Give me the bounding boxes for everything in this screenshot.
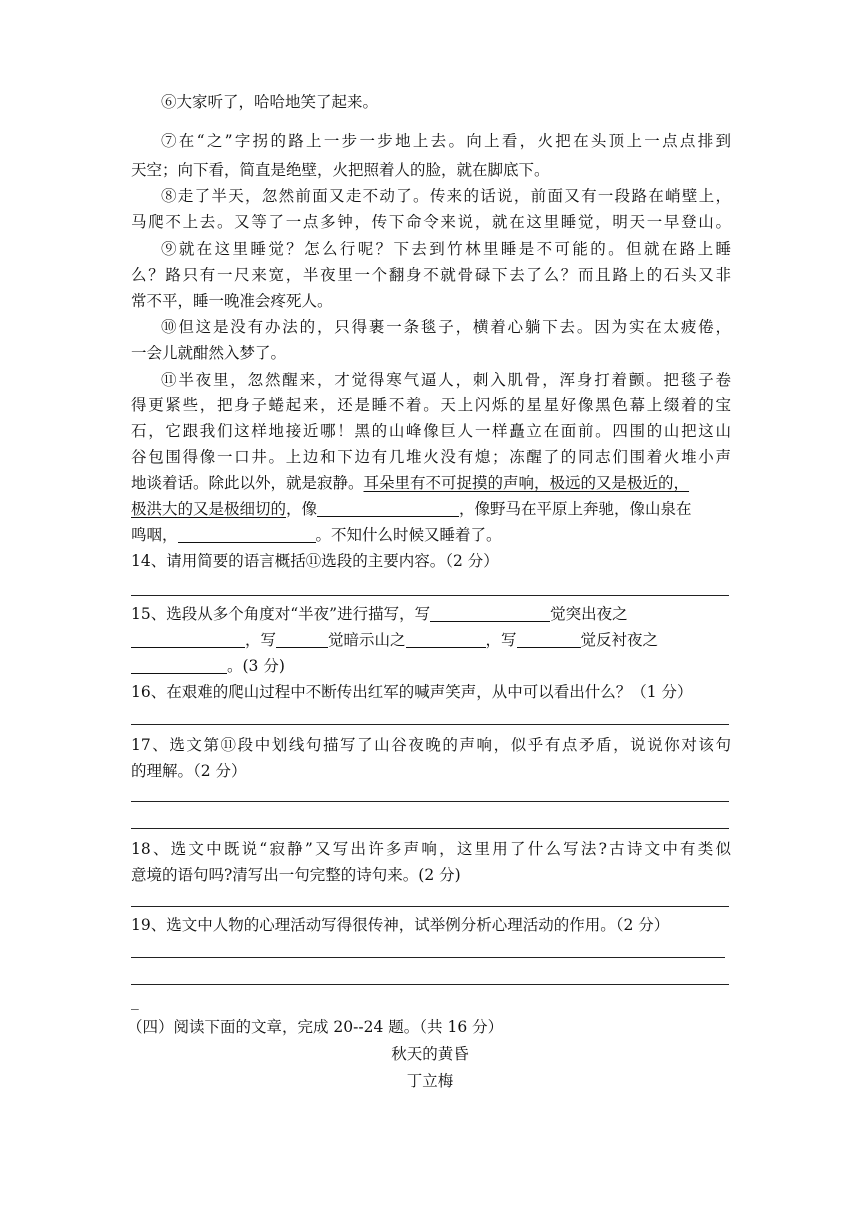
paragraph-11-line-2: 得更紧些，把身子蜷起来，还是睡不着。天上闪烁的星星好像黑色幕上缀着的宝 — [131, 396, 731, 414]
fill-blank-2[interactable] — [178, 524, 316, 543]
question-18-line-2: 意境的语句吗?清写出一句完整的诗句来。(2 分) — [131, 866, 461, 884]
question-15-text-7: 。(3 分) — [227, 657, 285, 675]
q15-blank-4[interactable] — [406, 629, 486, 648]
question-19: 19、选文中人物的心理活动写得很传神，试举例分析心理活动的作用。（2 分） — [131, 916, 670, 934]
paragraph-11-line-6-text: ，像 — [286, 500, 318, 518]
question-15-line-2 — [131, 627, 731, 653]
paragraph-11-line-6 — [131, 496, 731, 522]
underlined-sentence-part-2: 极洪大的又是极细切的 — [131, 500, 287, 518]
paragraph-10-line-2: 一会儿就酣然入梦了。 — [131, 344, 287, 362]
paragraph-11-line-4: 谷包围得像一口井。上边和下边有几堆火没有熄；冻醒了的同志们围着火堆小声 — [131, 448, 731, 466]
article-author: 丁立梅 — [406, 1072, 454, 1090]
paragraph-9-line-2: 么？路只有一尺来宽，半夜里一个翻身不就骨碌下去了么？而且路上的石头又非 — [131, 266, 731, 284]
question-16: 16、在艰难的爬山过程中不断传出红军的喊声笑声，从中可以看出什么？（1 分） — [131, 683, 693, 701]
stray-underscore: _ — [131, 992, 139, 1010]
paragraph-6: ⑥大家听了，哈哈地笑了起来。 — [161, 93, 379, 111]
underlined-sentence-part-1: 耳朵里有不可捉摸的声响，极远的又是极近的， — [363, 474, 690, 492]
question-17-line-2: 的理解。（2 分） — [131, 762, 247, 780]
paragraph-11-line-7-rest: 。不知什么时候又睡着了。 — [315, 526, 502, 544]
answer-line-19b[interactable] — [131, 984, 729, 985]
paragraph-11-line-5-text: 地谈着话。除此以外，就是寂静。 — [131, 474, 364, 492]
q15-blank-6[interactable] — [131, 655, 227, 674]
paragraph-11-line-6-rest: ，像野马在平原上奔驰，像山泉在 — [459, 500, 692, 518]
question-17-line-1: 17、选文第⑪段中划线句描写了山谷夜晚的声响，似乎有点矛盾，说说你对该句 — [131, 736, 731, 754]
answer-line-17a[interactable] — [131, 801, 729, 802]
answer-line-18[interactable] — [131, 906, 729, 907]
answer-line-14[interactable] — [131, 595, 729, 596]
question-15-text-3: ，写 — [245, 631, 277, 649]
answer-line-19a[interactable] — [131, 957, 725, 958]
q15-blank-3[interactable] — [276, 629, 328, 648]
paragraph-9-line-1: ⑨就在这里睡觉？怎么行呢？下去到竹林里睡是不可能的。但就在路上睡 — [161, 240, 731, 258]
paragraph-11-line-5 — [131, 470, 731, 496]
paragraph-11-line-1: ⑪半夜里，忽然醒来，才觉得寒气逼人，刺入肌骨，浑身打着颤。把毯子卷 — [161, 371, 731, 389]
paragraph-9-line-3: 常不平，睡一晚准会疼死人。 — [131, 292, 333, 310]
section-4-intro: （四）阅读下面的文章，完成 20--24 题。（共 16 分） — [127, 1018, 504, 1036]
paragraph-8-line-1: ⑧走了半天，忽然前面又走不动了。传来的话说，前面又有一段路在峭壁上， — [161, 187, 731, 205]
fill-blank-1-cont — [439, 498, 459, 517]
answer-line-16[interactable] — [131, 724, 729, 725]
q15-blank-2[interactable] — [131, 629, 245, 648]
question-15-text-6: 觉反衬夜之 — [580, 631, 659, 649]
paragraph-8-line-2: 马爬不上去。又等了一点多钟，传下命令来说，就在这里睡觉，明天一早登山。 — [131, 213, 731, 231]
article-title: 秋天的黄昏 — [391, 1045, 469, 1063]
question-15-text-5: ，写 — [485, 631, 517, 649]
answer-line-17b[interactable] — [131, 828, 729, 829]
paragraph-7-line-1: ⑦在“之”字拐的路上一步一步地上去。向上看，火把在头顶上一点点排到 — [161, 132, 731, 150]
question-18-line-1: 18、选文中既说“寂静”又写出许多声响，这里用了什么写法?古诗文中有类似 — [131, 840, 731, 858]
question-15-line-1 — [131, 601, 731, 627]
q15-blank-1[interactable] — [430, 603, 550, 622]
question-14: 14、请用简要的语言概括⑪选段的主要内容。（2 分） — [131, 552, 499, 570]
question-15-text-2: 觉突出夜之 — [550, 605, 628, 623]
question-15-line-3 — [131, 653, 731, 679]
question-15-text-4: 觉暗示山之 — [328, 631, 406, 649]
paragraph-11-line-7-text: 鸣咽， — [131, 526, 178, 544]
paragraph-7-line-2: 天空；向下看，简直是绝壁，火把照着人的脸，就在脚底下。 — [131, 161, 550, 179]
paragraph-11-line-7 — [131, 522, 731, 548]
fill-blank-1[interactable] — [317, 498, 439, 517]
paragraph-10-line-1: ⑩但这是没有办法的，只得裹一条毯子，横着心躺下去。因为实在太疲倦， — [161, 318, 731, 336]
question-15-text: 15、选段从多个角度对“半夜”进行描写，写 — [131, 605, 431, 623]
q15-blank-5[interactable] — [517, 629, 581, 648]
paragraph-11-line-3: 石，它跟我们这样地接近哪！黑的山峰像巨人一样矗立在面前。四围的山把这山 — [131, 422, 731, 440]
